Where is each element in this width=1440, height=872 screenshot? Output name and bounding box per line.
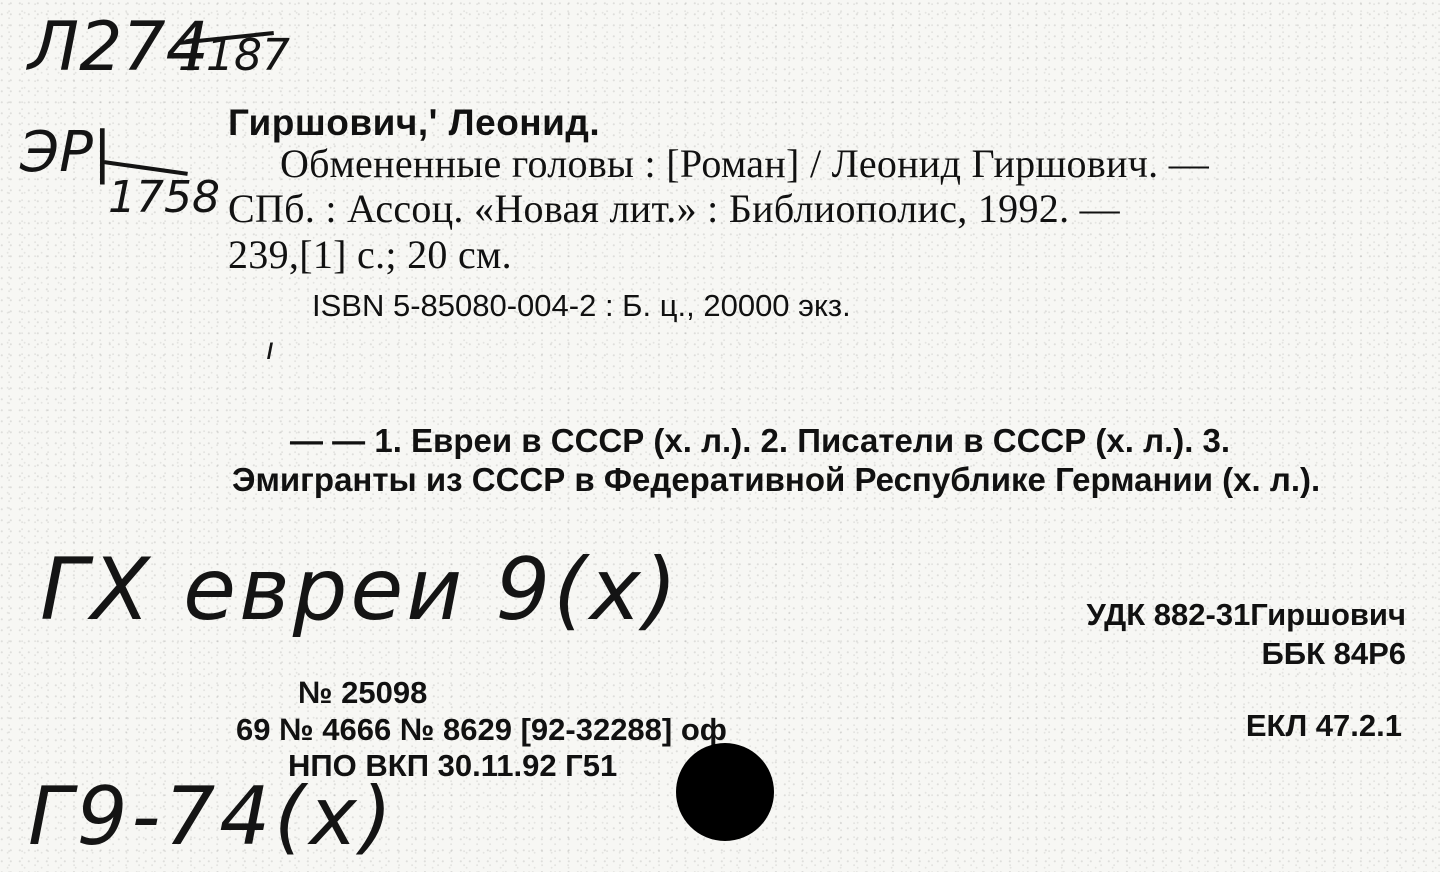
- card-order-line: 69 № 4666 № 8629 [92-32288] оф: [236, 712, 727, 747]
- handwritten-shelfmark-bottom: Г9-74(х): [28, 770, 396, 863]
- card-pages-line: 239,[1] с.; 20 см.: [228, 232, 512, 277]
- card-subjects-line-1: — — 1. Евреи в СССР (х. л.). 2. Писатели в СССР (х. л.). 3.: [290, 422, 1231, 459]
- card-subjects-line-2: Эмигранты из СССР в Федеративной Республике Германии (х. л.).: [232, 461, 1321, 498]
- card-publication-line: СПб. : Ассоц. «Новая лит.» : Библиополис, 1992. —: [228, 186, 1120, 231]
- handwritten-shelfmark-top: Л274: [28, 8, 209, 87]
- card-registration-number: № 25098: [298, 675, 428, 710]
- handwritten-shelfmark-er: ЭР|: [20, 120, 112, 185]
- punch-hole: [676, 743, 774, 841]
- card-ekl: ЕКЛ 47.2.1: [1245, 708, 1402, 743]
- card-author: Гиршович,' Леонид.: [228, 102, 601, 143]
- card-title-line: Обмененные головы : [Роман] / Леонид Гиршович. —: [280, 141, 1210, 186]
- handwritten-tick-mark: ı: [266, 332, 275, 367]
- handwritten-shelfmark-er-sub: 1758: [108, 172, 220, 223]
- card-bbk: ББК 84Р6: [1261, 636, 1406, 671]
- handwritten-shelfmark-top-sub: 1187: [178, 30, 290, 81]
- card-npo-line: НПО ВКП 30.11.92 Г51: [288, 748, 618, 783]
- handwritten-subject-note: ГХ евреи 9(х): [40, 540, 681, 640]
- card-isbn-line: ISBN 5-85080-004-2 : Б. ц., 20000 экз.: [312, 288, 851, 323]
- card-udk: УДК 882-31Гиршович: [1086, 597, 1406, 632]
